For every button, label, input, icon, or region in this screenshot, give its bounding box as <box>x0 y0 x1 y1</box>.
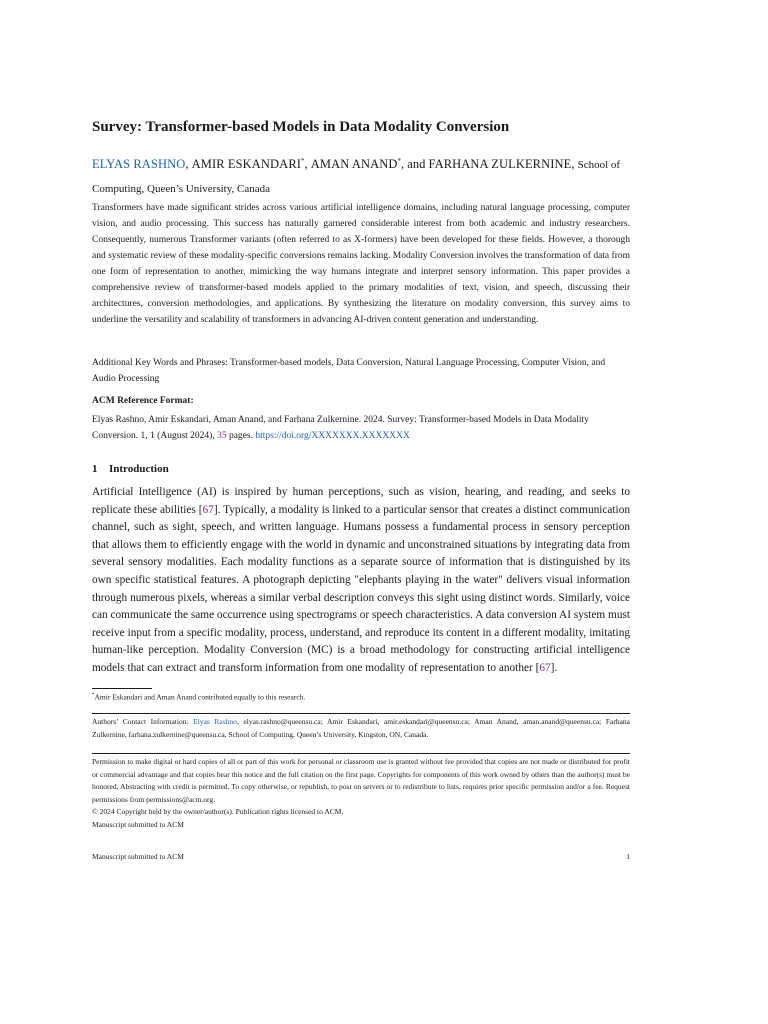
acm-reference-text: pages. <box>226 431 256 441</box>
author-separator: , <box>185 157 192 172</box>
doi-link[interactable]: https://doi.org/XXXXXXX.XXXXXXX <box>255 431 410 441</box>
author-link-rashno[interactable]: ELYAS RASHNO <box>92 157 186 172</box>
page-number: 1 <box>626 852 630 861</box>
page-footer-left: Manuscript submitted to ACM <box>92 852 184 861</box>
intro-text: ]. <box>550 661 558 674</box>
author-eskandari: AMIR ESKANDARI <box>191 157 302 172</box>
acm-reference-heading: ACM Reference Format: <box>92 396 194 406</box>
submission-note: Manuscript submitted to ACM <box>92 819 184 829</box>
keywords: Additional Key Words and Phrases: Transformer-based models, Data Conversion, Natural Language Processing, Computer Vision, and Audio Processing <box>92 358 606 384</box>
intro-text: ]. Typically, a modality is linked to a particular sensor that creates a distinct communication channel, such as sight, speech, and written language. Humans possess a fundamental process in sensory perception that allows them to efficiently engage with the world in dynamic and unconstrained situations by integrating data from several sensory modalities. Each modality functions as a separate source of information that is distinguished by its own specific statistical features. A photograph depicting "elephants playing in the water" delivers visual information through numerous pixels, whereas a similar verbal description conveys this sight using distinct words. Similarly, voice can communicate the same occurrence using spectrograms or speech characteristics. A data conversion AI system must receive input from a specific modality, process, understand, and reproduce its content in a different modality, imitating human-like perception. Modality Conversion (MC) is a broad methodology for constructing artificial intelligence models that can extract and transform information from one modality of representation to another [ <box>92 503 630 674</box>
copyright-notice: © 2024 Copyright held by the owner/author(s). Publication rights licensed to ACM. <box>92 807 344 816</box>
footnote-mark: * <box>92 693 95 698</box>
paper-title: Survey: Transformer-based Models in Data Modality Conversion <box>92 119 510 135</box>
abstract: Transformers have made significant strides across various artificial intelligence domains, including natural language processing, computer vision, and audio processing. This success has naturally garnered considerable interest from both academic and industry researchers. Consequently, numerous Transformer variants (often referred to as X-formers) have been developed for these fields. However, a thorough and systematic review of these modality-specific conversions remains lacking. Modality Conversion involves the transformation of data from one form of representation to another, mimicking the way humans integrate and interpret sensory information. This paper provides a comprehensive review of transformer-based models applied to the primary modalities of text, vision, and speech, discussing their architectures, conversion methodologies, and applications. By synthesizing the literature on modality conversion, this survey aims to underline the versatility and scalability of transformers in advancing AI-driven content generation and understanding. <box>92 203 630 325</box>
acm-reference <box>92 412 630 444</box>
intro-paragraph <box>92 484 630 678</box>
author-zulkernine: FARHANA ZULKERNINE <box>428 157 572 172</box>
author-anand: AMAN ANAND <box>310 157 398 172</box>
footnote-divider <box>92 688 152 689</box>
footnote <box>92 690 305 704</box>
contact-info <box>92 716 630 741</box>
contact-text: , elyas.rashno@queensu.ca; Amir Eskandari, amir.eskandari@queensu.ca; Aman Anand, aman.anand@queensu.ca; Farhana Zulkernine, farhana.zulkernine@queensu.ca, School of Computing, Queen’s University, Kingston, ON, Canada. <box>92 717 630 739</box>
permission-text: Permission to make digital or hard copies of all or part of this work for personal or classroom use is granted without fee provided that copies are not made or distributed for profit or commercial advantage and that copies bear this notice and the full citation on the first page. Copyrights for components of this work owned by others than the author(s) must be honored. Abstracting with credit is permitted. To copy otherwise, or republish, to post on servers or to redistribute to lists, requires prior specific permission and/or a fee. Request permissions from permissions@acm.org. <box>92 757 630 804</box>
author-separator: , and <box>401 157 429 172</box>
section-title: Introduction <box>109 463 169 475</box>
contact-text: Authors’ Contact Information: <box>92 717 194 726</box>
citation-link[interactable]: 67 <box>202 503 214 516</box>
contact-divider <box>92 713 630 714</box>
pages-link[interactable]: 35 <box>217 431 227 441</box>
affiliation-cont: Computing, Queen’s University, Canada <box>92 183 271 196</box>
permission-divider <box>92 753 630 754</box>
acm-reference-text: Elyas Rashno, Amir Eskandari, Aman Anand, and Farhana Zulkernine. 2024. Survey: Transformer-based Models in Data Modality Conversion. 1, 1 (August 2024), <box>92 415 589 441</box>
section-number: 1 <box>92 463 98 475</box>
equal-contribution-mark: * <box>397 157 402 165</box>
citation-link[interactable]: 67 <box>539 661 551 674</box>
affiliation: School of <box>577 159 621 172</box>
equal-contribution-mark: * <box>301 157 305 165</box>
author-name-link[interactable]: Elyas Rashno <box>193 717 237 726</box>
permission-notice <box>92 756 630 831</box>
section-heading <box>92 463 169 475</box>
author-separator: , <box>571 157 578 172</box>
footnote-text: Amir Eskandari and Aman Anand contributed equally to this research. <box>94 692 306 702</box>
author-line <box>92 150 630 201</box>
intro-text: Artificial Intelligence (AI) is inspired by human perceptions, such as vision, hearing, and reading, and seeks to replicate these abilities [ <box>92 486 630 516</box>
author-separator: , <box>304 157 311 172</box>
